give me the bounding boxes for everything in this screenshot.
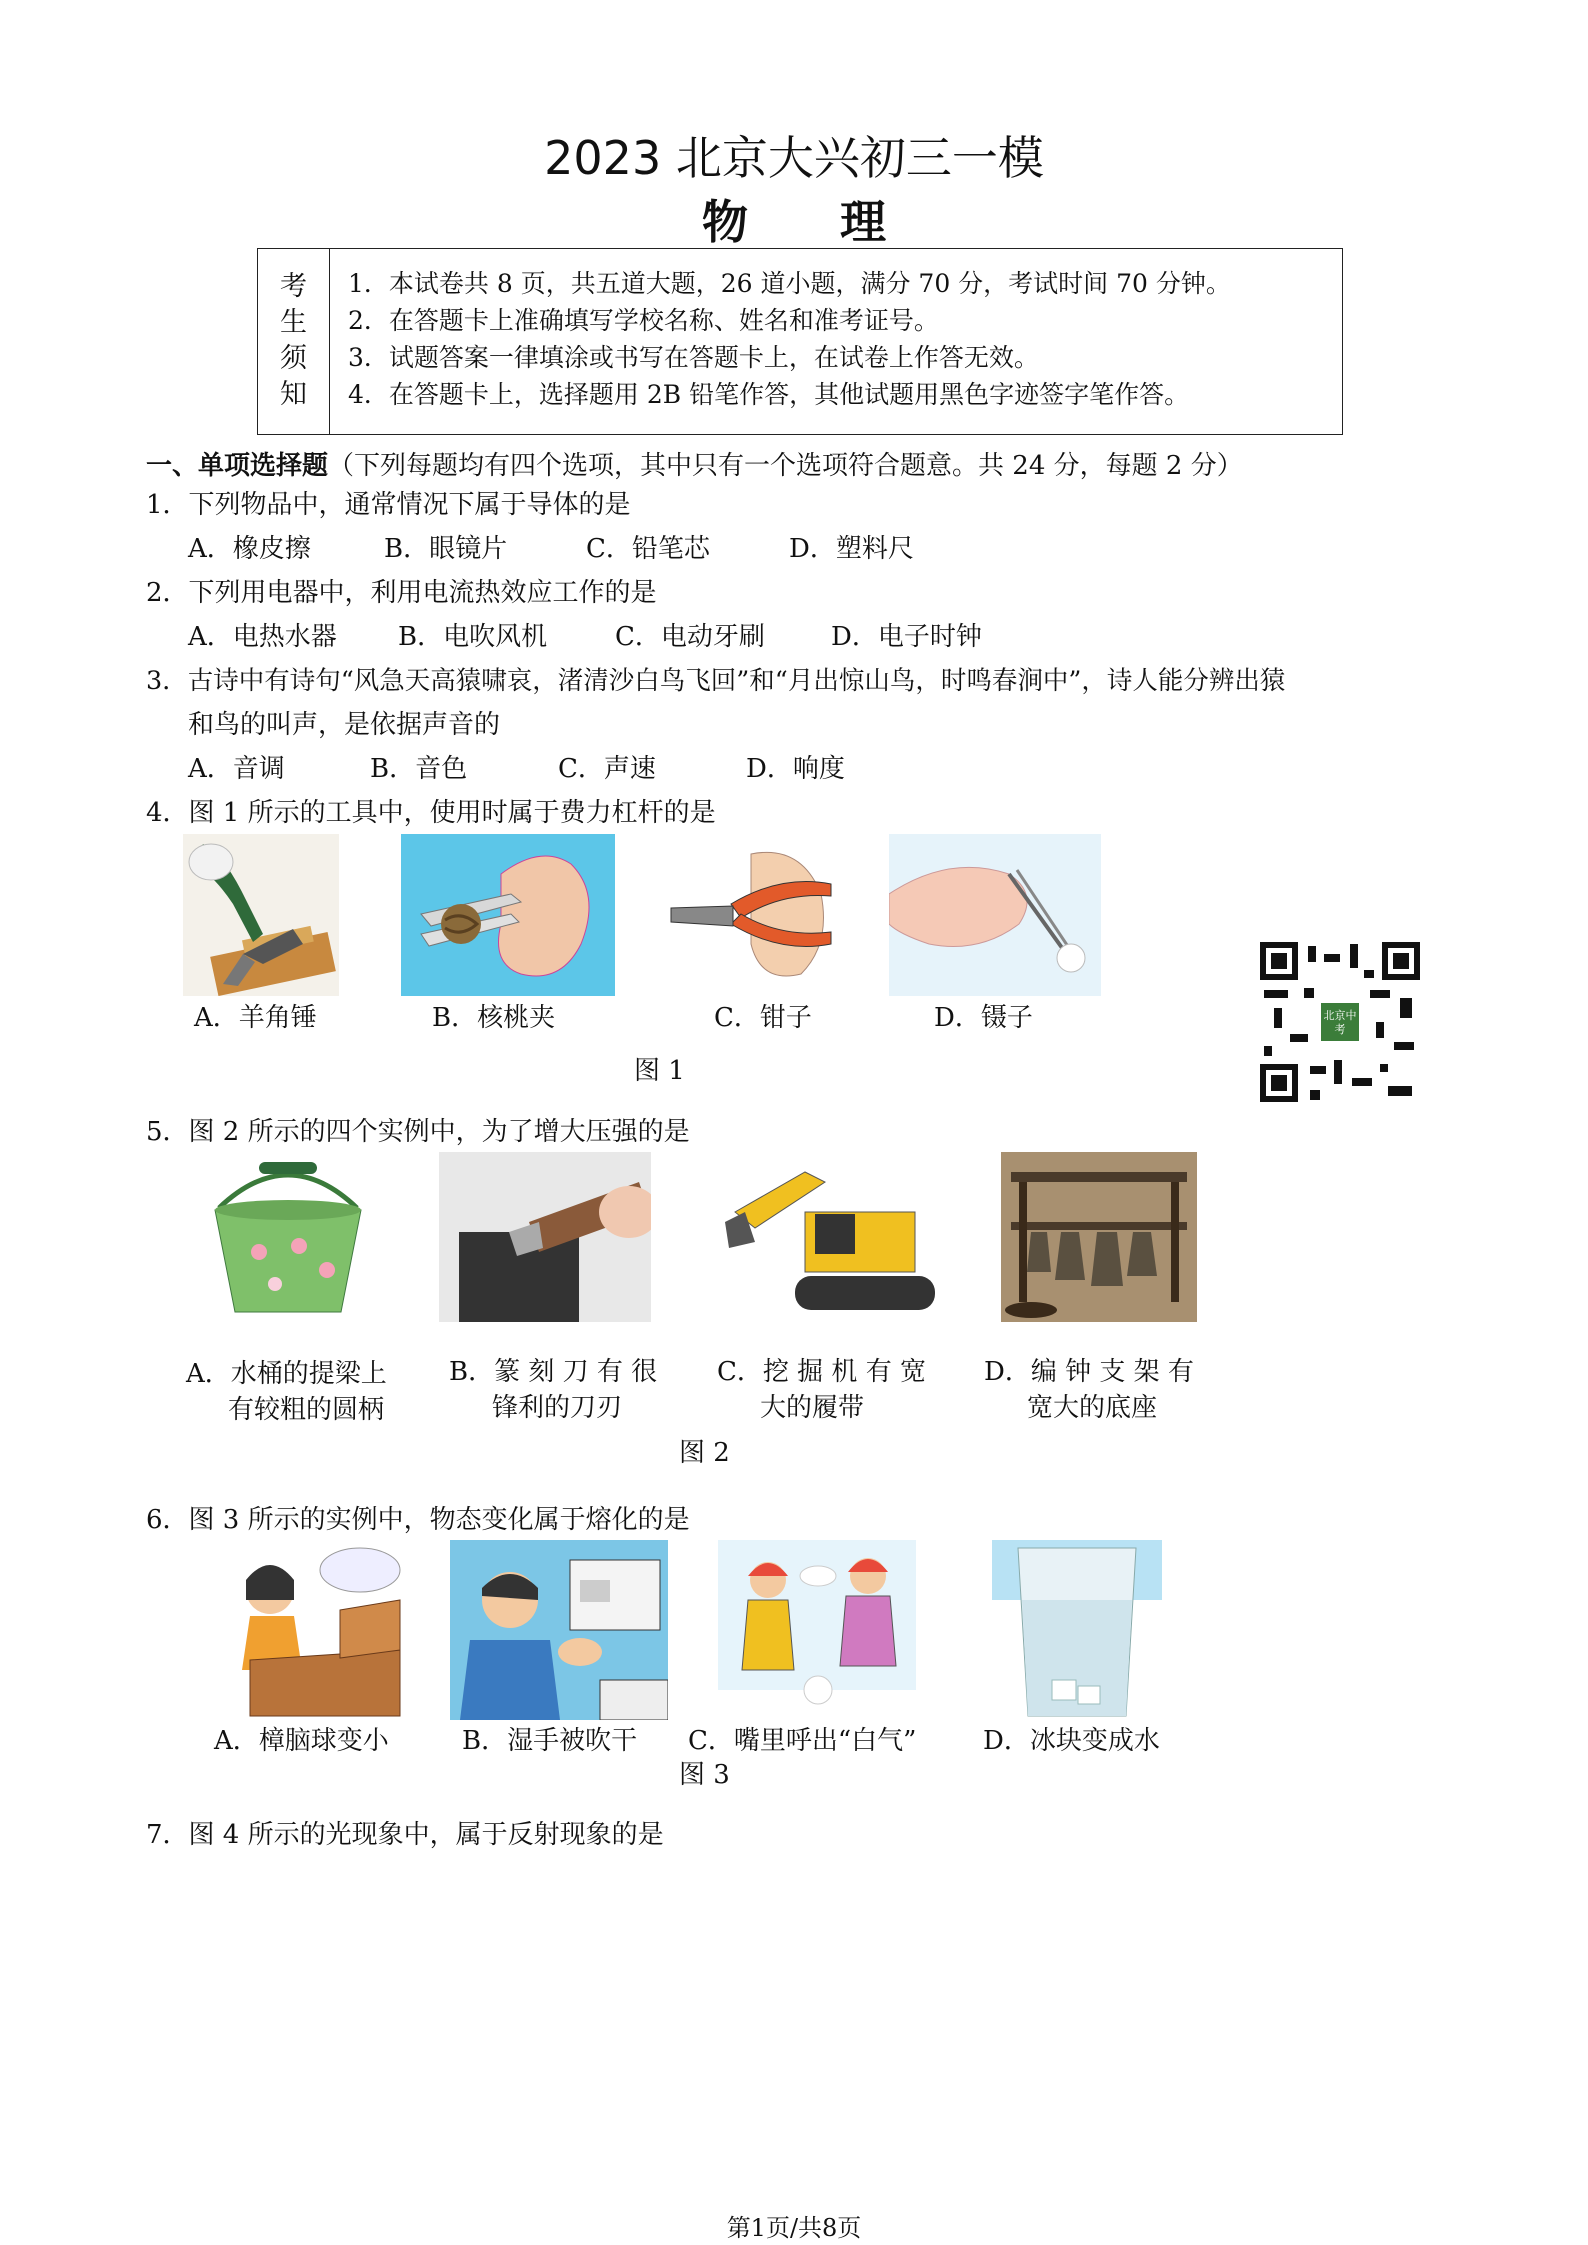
question-1-stem: 1．下列物品中，通常情况下属于导体的是 bbox=[146, 490, 631, 520]
question-7-stem: 7．图 4 所示的光现象中，属于反射现象的是 bbox=[146, 1820, 664, 1850]
figure-1-caption: 图 1 bbox=[634, 1056, 685, 1086]
q2-option-a: A．电热水器 bbox=[188, 622, 337, 652]
q1-option-b: B．眼镜片 bbox=[384, 534, 508, 564]
notice-label-char: 知 bbox=[280, 379, 307, 410]
bucket-image bbox=[199, 1152, 377, 1322]
q5-option-d-line2: 宽大的底座 bbox=[1027, 1393, 1158, 1423]
q1-option-d: D．塑料尺 bbox=[789, 534, 914, 564]
qr-module bbox=[1264, 990, 1288, 998]
q4-option-c: C．钳子 bbox=[714, 1003, 812, 1033]
claw-hammer-image bbox=[183, 834, 339, 996]
question-3-stem-line2: 和鸟的叫声，是依据声音的 bbox=[188, 710, 501, 740]
question-4-stem: 4．图 1 所示的工具中，使用时属于费力杠杆的是 bbox=[146, 798, 716, 828]
qr-module bbox=[1400, 998, 1412, 1018]
qr-module bbox=[1370, 990, 1390, 998]
qr-code bbox=[1260, 942, 1420, 1102]
candidate-notice-box bbox=[257, 248, 1343, 435]
bianzhong-bells-image bbox=[1001, 1152, 1197, 1322]
q6-option-a: A．樟脑球变小 bbox=[214, 1726, 389, 1756]
notice-item: 4．在答题卡上，选择题用 2B 铅笔作答，其他试题用黑色字迹签字笔作答。 bbox=[348, 380, 1190, 409]
q1-option-c: C．铅笔芯 bbox=[586, 534, 710, 564]
qr-module bbox=[1334, 1060, 1342, 1084]
qr-logo: 北京中考 bbox=[1318, 1000, 1362, 1044]
pliers-image bbox=[661, 834, 851, 996]
section-title: 一、单项选择题 bbox=[146, 451, 329, 481]
q4-option-d: D．镊子 bbox=[934, 1003, 1033, 1033]
q2-option-b: B．电吹风机 bbox=[398, 622, 548, 652]
excavator-image bbox=[715, 1152, 947, 1322]
q5-option-c-line1: C．挖 掘 机 有 宽 bbox=[717, 1357, 926, 1387]
qr-module bbox=[1290, 1034, 1308, 1042]
q5-option-a-line2: 有较粗的圆柄 bbox=[228, 1395, 385, 1425]
q5-option-b-line1: B．篆 刻 刀 有 很 bbox=[449, 1357, 658, 1387]
qr-finder-dot bbox=[1393, 953, 1409, 969]
qr-module bbox=[1388, 1086, 1412, 1096]
qr-finder-dot bbox=[1271, 1075, 1287, 1091]
nutcracker-image bbox=[401, 834, 615, 996]
q4-option-b: B．核桃夹 bbox=[432, 1003, 556, 1033]
qr-module bbox=[1264, 1046, 1272, 1056]
engraving-knife-image bbox=[439, 1152, 651, 1322]
question-2-stem: 2．下列用电器中，利用电流热效应工作的是 bbox=[146, 578, 657, 608]
q5-option-a-line1: A．水桶的提梁上 bbox=[186, 1359, 387, 1389]
qr-finder-dot bbox=[1271, 953, 1287, 969]
q5-option-b-line2: 锋利的刀刃 bbox=[492, 1393, 623, 1423]
q6-option-c: C．嘴里呼出“白气” bbox=[688, 1726, 917, 1756]
figure-2-caption: 图 2 bbox=[679, 1438, 730, 1468]
q1-option-a: A．橡皮擦 bbox=[188, 534, 311, 564]
qr-module bbox=[1380, 1064, 1388, 1072]
notice-label-char: 考 bbox=[280, 271, 307, 302]
section-heading bbox=[146, 449, 1243, 483]
qr-module bbox=[1310, 1066, 1326, 1074]
qr-module bbox=[1394, 1042, 1414, 1050]
tweezers-image bbox=[889, 834, 1101, 996]
q5-option-d-line1: D．编 钟 支 架 有 bbox=[984, 1357, 1194, 1387]
q3-option-d: D．响度 bbox=[746, 754, 845, 784]
qr-module bbox=[1324, 954, 1340, 962]
qr-module bbox=[1304, 988, 1314, 998]
q6-option-b: B．湿手被吹干 bbox=[462, 1726, 638, 1756]
figure-3-caption: 图 3 bbox=[679, 1760, 730, 1790]
notice-label bbox=[258, 249, 330, 434]
qr-module bbox=[1310, 1090, 1320, 1100]
q6-option-d: D．冰块变成水 bbox=[983, 1726, 1160, 1756]
hand-dryer-image bbox=[450, 1540, 668, 1720]
page-footer: 第1页/共8页 bbox=[726, 2214, 862, 2242]
q3-option-b: B．音色 bbox=[370, 754, 468, 784]
qr-module bbox=[1364, 970, 1374, 978]
q5-option-c-line2: 大的履带 bbox=[760, 1393, 865, 1423]
notice-item: 2．在答题卡上准确填写学校名称、姓名和准考证号。 bbox=[348, 306, 939, 335]
question-6-stem: 6．图 3 所示的实例中，物态变化属于熔化的是 bbox=[146, 1505, 690, 1535]
camphor-ball-image bbox=[210, 1540, 408, 1720]
question-5-stem: 5．图 2 所示的四个实例中，为了增大压强的是 bbox=[146, 1117, 690, 1147]
notice-item: 3．试题答案一律填涂或书写在答题卡上，在试卷上作答无效。 bbox=[348, 343, 1039, 372]
subject-title: 物 理 bbox=[702, 195, 886, 249]
qr-module bbox=[1274, 1008, 1282, 1028]
q4-option-a: A．羊角锤 bbox=[194, 1003, 317, 1033]
notice-item: 1．本试卷共 8 页，共五道大题，26 道小题，满分 70 分，考试时间 70 分钟。 bbox=[348, 269, 1231, 298]
exam-title: 2023 北京大兴初三一模 bbox=[544, 131, 1044, 185]
ice-melting-image bbox=[992, 1540, 1162, 1720]
section-instruction: （下列每题均有四个选项，其中只有一个选项符合题意。共 24 分，每题 2 分） bbox=[328, 451, 1243, 481]
q3-option-c: C．声速 bbox=[558, 754, 656, 784]
notice-items bbox=[348, 265, 1231, 413]
qr-module bbox=[1308, 946, 1316, 962]
question-3-stem-line1: 3．古诗中有诗句“风急天高猿啸哀，渚清沙白鸟飞回”和“月出惊山鸟，时鸣春涧中”，诗人能分辨出猿 bbox=[146, 666, 1286, 696]
qr-module bbox=[1376, 1022, 1384, 1038]
q2-option-c: C．电动牙刷 bbox=[615, 622, 765, 652]
notice-label-char: 生 bbox=[280, 307, 307, 338]
notice-label-char: 须 bbox=[280, 343, 307, 374]
q2-option-d: D．电子时钟 bbox=[831, 622, 982, 652]
white-breath-image bbox=[718, 1540, 916, 1720]
qr-module bbox=[1350, 944, 1358, 968]
q3-option-a: A．音调 bbox=[188, 754, 285, 784]
qr-module bbox=[1352, 1078, 1372, 1086]
